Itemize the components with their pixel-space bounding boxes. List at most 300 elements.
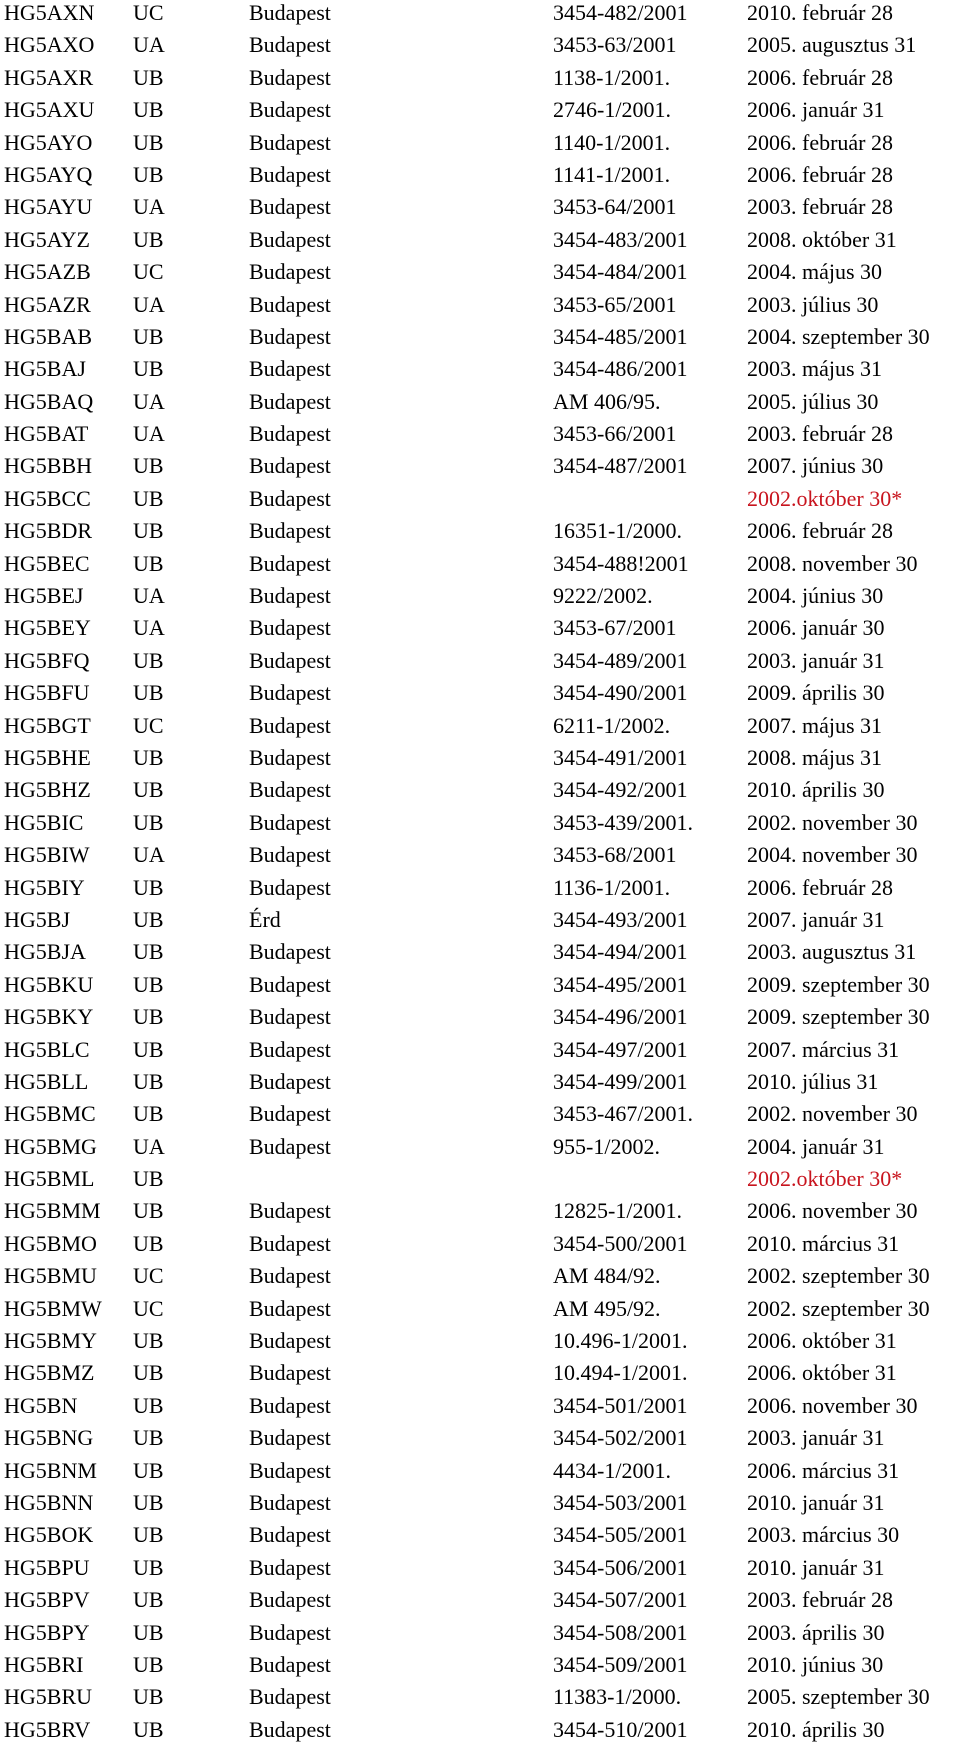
table-row	[0, 1263, 960, 1295]
license-class-cell: UB	[133, 1716, 164, 1742]
reference-number-cell: 3453-66/2001	[553, 421, 677, 447]
reference-number-cell: 3454-506/2001	[553, 1554, 688, 1580]
callsign-cell: HG5BFU	[4, 680, 90, 706]
expiry-date-cell: 2005. július 30	[747, 388, 879, 414]
callsign-cell: HG5BHZ	[4, 777, 91, 803]
callsign-cell: HG5BNN	[4, 1489, 94, 1515]
callsign-cell: HG5AXU	[4, 97, 95, 123]
city-cell: Budapest	[249, 64, 331, 90]
reference-number-cell: 3454-488!2001	[553, 550, 689, 576]
callsign-cell: HG5BJA	[4, 939, 86, 965]
city-cell: Budapest	[249, 777, 331, 803]
license-class-cell: UC	[133, 259, 164, 285]
callsign-cell: HG5BKY	[4, 1004, 94, 1030]
reference-number-cell: AM 495/92.	[553, 1295, 661, 1321]
city-cell: Budapest	[249, 323, 331, 349]
reference-number-cell: 3454-483/2001	[553, 226, 688, 252]
callsign-cell: HG5AXO	[4, 32, 95, 58]
expiry-date-cell: 2006. október 31	[747, 1328, 897, 1354]
city-cell: Budapest	[249, 1004, 331, 1030]
callsign-cell: HG5BPU	[4, 1554, 90, 1580]
table-row	[0, 486, 960, 518]
license-class-cell: UB	[133, 1489, 164, 1515]
reference-number-cell: 11383-1/2000.	[553, 1684, 682, 1710]
city-cell: Budapest	[249, 1068, 331, 1094]
callsign-cell: HG5AYU	[4, 194, 93, 220]
reference-number-cell: 3454-489/2001	[553, 647, 688, 673]
expiry-date-cell: 2006. február 28	[747, 874, 894, 900]
table-row	[0, 356, 960, 388]
table-row	[0, 1490, 960, 1522]
callsign-cell: HG5BNM	[4, 1457, 97, 1483]
license-class-cell: UA	[133, 615, 165, 641]
callsign-cell: HG5BPY	[4, 1619, 90, 1645]
license-class-cell: UB	[133, 1068, 164, 1094]
license-class-cell: UB	[133, 906, 164, 932]
city-cell: Budapest	[249, 97, 331, 123]
license-class-cell: UA	[133, 1133, 165, 1159]
city-cell: Budapest	[249, 1522, 331, 1548]
reference-number-cell: AM 484/92.	[553, 1263, 661, 1289]
callsign-cell: HG5BDR	[4, 518, 93, 544]
expiry-date-cell: 2008. május 31	[747, 744, 883, 770]
table-row	[0, 194, 960, 226]
expiry-date-cell: 2003. február 28	[747, 1587, 894, 1613]
table-row	[0, 130, 960, 162]
expiry-date-cell: 2006. február 28	[747, 161, 894, 187]
expiry-date-cell: 2002. szeptember 30	[747, 1263, 930, 1289]
license-class-cell: UB	[133, 356, 164, 382]
reference-number-cell: 3453-64/2001	[553, 194, 677, 220]
license-class-cell: UB	[133, 1425, 164, 1451]
table-row	[0, 0, 960, 32]
table-row	[0, 907, 960, 939]
reference-number-cell: AM 406/95.	[553, 388, 661, 414]
table-row	[0, 777, 960, 809]
city-cell: Budapest	[249, 129, 331, 155]
expiry-date-cell: 2006. november 30	[747, 1392, 918, 1418]
city-cell: Budapest	[249, 939, 331, 965]
reference-number-cell: 3454-496/2001	[553, 1004, 688, 1030]
reference-number-cell: 1140-1/2001.	[553, 129, 671, 155]
license-class-cell: UB	[133, 1328, 164, 1354]
license-class-cell: UA	[133, 291, 165, 317]
license-class-cell: UB	[133, 1166, 164, 1192]
city-cell: Budapest	[249, 550, 331, 576]
license-class-cell: UB	[133, 1457, 164, 1483]
callsign-cell: HG5BML	[4, 1166, 95, 1192]
license-class-cell: UB	[133, 1651, 164, 1677]
expiry-date-cell: 2002. november 30	[747, 1101, 918, 1127]
reference-number-cell: 1138-1/2001.	[553, 64, 671, 90]
callsign-cell: HG5BOK	[4, 1522, 94, 1548]
expiry-date-cell: 2006. január 30	[747, 615, 885, 641]
table-row	[0, 292, 960, 324]
license-class-cell: UA	[133, 421, 165, 447]
reference-number-cell: 3454-505/2001	[553, 1522, 688, 1548]
expiry-date-cell: 2004. január 31	[747, 1133, 885, 1159]
table-row	[0, 1231, 960, 1263]
expiry-date-cell: 2007. január 31	[747, 906, 885, 932]
callsign-cell: HG5BIC	[4, 809, 84, 835]
expiry-date-cell: 2009. szeptember 30	[747, 1004, 930, 1030]
city-cell: Budapest	[249, 1328, 331, 1354]
callsign-cell: HG5AYZ	[4, 226, 90, 252]
reference-number-cell: 12825-1/2001.	[553, 1198, 682, 1224]
expiry-date-cell: 2003. augusztus 31	[747, 939, 917, 965]
reference-number-cell: 3453-467/2001.	[553, 1101, 693, 1127]
license-class-cell: UB	[133, 971, 164, 997]
expiry-date-cell: 2004. június 30	[747, 583, 884, 609]
reference-number-cell: 3454-491/2001	[553, 744, 688, 770]
table-row	[0, 1328, 960, 1360]
table-row	[0, 615, 960, 647]
reference-number-cell: 10.496-1/2001.	[553, 1328, 688, 1354]
license-class-cell: UB	[133, 1101, 164, 1127]
city-cell: Budapest	[249, 583, 331, 609]
expiry-date-cell: 2002.október 30*	[747, 485, 903, 511]
city-cell: Budapest	[249, 1457, 331, 1483]
city-cell: Budapest	[249, 1489, 331, 1515]
reference-number-cell: 3454-509/2001	[553, 1651, 688, 1677]
license-class-cell: UB	[133, 518, 164, 544]
callsign-cell: HG5BAQ	[4, 388, 94, 414]
reference-number-cell: 3454-484/2001	[553, 259, 688, 285]
callsign-cell: HG5BPV	[4, 1587, 90, 1613]
reference-number-cell: 3454-499/2001	[553, 1068, 688, 1094]
callsign-cell: HG5BMM	[4, 1198, 101, 1224]
reference-number-cell: 16351-1/2000.	[553, 518, 682, 544]
expiry-date-cell: 2003. február 28	[747, 421, 894, 447]
table-row	[0, 745, 960, 777]
license-class-cell: UB	[133, 1522, 164, 1548]
license-class-cell: UA	[133, 583, 165, 609]
city-cell: Budapest	[249, 1587, 331, 1613]
callsign-cell: HG5BMW	[4, 1295, 102, 1321]
callsign-cell: HG5BCC	[4, 485, 91, 511]
callsign-cell: HG5BRI	[4, 1651, 84, 1677]
license-class-cell: UB	[133, 1004, 164, 1030]
city-cell: Budapest	[249, 32, 331, 58]
expiry-date-cell: 2006. február 28	[747, 518, 894, 544]
expiry-date-cell: 2010. június 30	[747, 1651, 884, 1677]
reference-number-cell: 3453-68/2001	[553, 842, 677, 868]
city-cell: Budapest	[249, 647, 331, 673]
expiry-date-cell: 2003. február 28	[747, 194, 894, 220]
license-class-cell: UB	[133, 744, 164, 770]
license-class-cell: UB	[133, 1587, 164, 1613]
expiry-date-cell: 2008. november 30	[747, 550, 918, 576]
table-row	[0, 1393, 960, 1425]
table-row	[0, 1069, 960, 1101]
city-cell: Budapest	[249, 291, 331, 317]
expiry-date-cell: 2002. november 30	[747, 809, 918, 835]
reference-number-cell: 3454-500/2001	[553, 1230, 688, 1256]
city-cell: Budapest	[249, 1263, 331, 1289]
table-row	[0, 680, 960, 712]
table-row	[0, 32, 960, 64]
table-row	[0, 421, 960, 453]
table-row	[0, 518, 960, 550]
callsign-cell: HG5BMZ	[4, 1360, 95, 1386]
reference-number-cell: 3454-503/2001	[553, 1489, 688, 1515]
license-class-cell: UC	[133, 1263, 164, 1289]
expiry-date-cell: 2010. április 30	[747, 777, 885, 803]
table-row	[0, 842, 960, 874]
city-cell: Budapest	[249, 874, 331, 900]
callsign-cell: HG5AZR	[4, 291, 91, 317]
city-cell: Budapest	[249, 1295, 331, 1321]
license-class-cell: UB	[133, 323, 164, 349]
city-cell: Budapest	[249, 1425, 331, 1451]
city-cell: Budapest	[249, 809, 331, 835]
expiry-date-cell: 2009. április 30	[747, 680, 885, 706]
license-class-cell: UA	[133, 194, 165, 220]
callsign-cell: HG5BEJ	[4, 583, 84, 609]
city-cell: Budapest	[249, 1198, 331, 1224]
city-cell: Budapest	[249, 744, 331, 770]
city-cell: Budapest	[249, 161, 331, 187]
license-class-cell: UB	[133, 1230, 164, 1256]
table-row	[0, 1296, 960, 1328]
callsign-cell: HG5AXN	[4, 0, 95, 25]
table-row	[0, 1522, 960, 1554]
expiry-date-cell: 2010. február 28	[747, 0, 894, 25]
reference-number-cell: 3454-487/2001	[553, 453, 688, 479]
expiry-date-cell: 2004. november 30	[747, 842, 918, 868]
table-row	[0, 97, 960, 129]
reference-number-cell: 3453-65/2001	[553, 291, 677, 317]
license-class-cell: UB	[133, 680, 164, 706]
license-class-cell: UB	[133, 874, 164, 900]
expiry-date-cell: 2010. január 31	[747, 1489, 885, 1515]
city-cell: Budapest	[249, 1716, 331, 1742]
callsign-cell: HG5AXR	[4, 64, 94, 90]
license-class-cell: UB	[133, 1036, 164, 1062]
reference-number-cell: 3454-508/2001	[553, 1619, 688, 1645]
expiry-date-cell: 2008. október 31	[747, 226, 897, 252]
expiry-date-cell: 2006. január 31	[747, 97, 885, 123]
city-cell: Budapest	[249, 421, 331, 447]
expiry-date-cell: 2010. július 31	[747, 1068, 879, 1094]
city-cell: Budapest	[249, 1554, 331, 1580]
reference-number-cell: 9222/2002.	[553, 583, 653, 609]
city-cell: Budapest	[249, 842, 331, 868]
callsign-cell: HG5BFQ	[4, 647, 90, 673]
table-row	[0, 162, 960, 194]
callsign-cell: HG5BLC	[4, 1036, 90, 1062]
reference-number-cell: 3454-482/2001	[553, 0, 688, 25]
callsign-cell: HG5BEC	[4, 550, 90, 576]
reference-number-cell: 10.494-1/2001.	[553, 1360, 688, 1386]
reference-number-cell: 3454-486/2001	[553, 356, 688, 382]
city-cell: Budapest	[249, 680, 331, 706]
reference-number-cell: 3454-507/2001	[553, 1587, 688, 1613]
callsign-cell: HG5BAB	[4, 323, 93, 349]
expiry-date-cell: 2002. szeptember 30	[747, 1295, 930, 1321]
callsign-cell: HG5BMG	[4, 1133, 97, 1159]
license-class-cell: UB	[133, 1360, 164, 1386]
license-class-cell: UB	[133, 97, 164, 123]
license-class-cell: UA	[133, 388, 165, 414]
expiry-date-cell: 2006. február 28	[747, 129, 894, 155]
city-cell: Budapest	[249, 1230, 331, 1256]
license-class-cell: UB	[133, 1392, 164, 1418]
table-row	[0, 1684, 960, 1716]
city-cell: Budapest	[249, 712, 331, 738]
expiry-date-cell: 2003. március 30	[747, 1522, 900, 1548]
table-row	[0, 972, 960, 1004]
expiry-date-cell: 2009. szeptember 30	[747, 971, 930, 997]
reference-number-cell: 955-1/2002.	[553, 1133, 660, 1159]
callsign-cell: HG5BRU	[4, 1684, 93, 1710]
callsign-cell: HG5BKU	[4, 971, 94, 997]
callsign-cell: HG5AZB	[4, 259, 91, 285]
city-cell: Budapest	[249, 1036, 331, 1062]
reference-number-cell: 3453-439/2001.	[553, 809, 693, 835]
table-row	[0, 1166, 960, 1198]
table-row	[0, 713, 960, 745]
city-cell: Budapest	[249, 1101, 331, 1127]
table-row	[0, 1425, 960, 1457]
expiry-date-cell: 2006. március 31	[747, 1457, 900, 1483]
table-row	[0, 324, 960, 356]
callsign-cell: HG5BIY	[4, 874, 85, 900]
city-cell: Budapest	[249, 453, 331, 479]
reference-number-cell: 3454-495/2001	[553, 971, 688, 997]
callsign-cell: HG5BJ	[4, 906, 71, 932]
table-row	[0, 1360, 960, 1392]
table-row	[0, 1555, 960, 1587]
city-cell: Budapest	[249, 0, 331, 25]
license-class-cell: UB	[133, 129, 164, 155]
expiry-date-cell: 2003. július 30	[747, 291, 879, 317]
callsign-cell: HG5BN	[4, 1392, 78, 1418]
expiry-date-cell: 2004. szeptember 30	[747, 323, 930, 349]
license-class-cell: UC	[133, 1295, 164, 1321]
table-row	[0, 389, 960, 421]
callsign-cell: HG5BAT	[4, 421, 89, 447]
callsign-cell: HG5BMC	[4, 1101, 96, 1127]
expiry-date-cell: 2006. február 28	[747, 64, 894, 90]
callsign-cell: HG5BEY	[4, 615, 91, 641]
license-class-cell: UB	[133, 939, 164, 965]
city-cell: Budapest	[249, 518, 331, 544]
city-cell: Budapest	[249, 485, 331, 511]
expiry-date-cell: 2006. november 30	[747, 1198, 918, 1224]
reference-number-cell: 3454-490/2001	[553, 680, 688, 706]
table-row	[0, 810, 960, 842]
table-row	[0, 1620, 960, 1652]
city-cell: Budapest	[249, 226, 331, 252]
reference-number-cell: 3453-63/2001	[553, 32, 677, 58]
reference-number-cell: 3454-492/2001	[553, 777, 688, 803]
table-row	[0, 65, 960, 97]
table-row	[0, 1717, 960, 1749]
table-row	[0, 583, 960, 615]
expiry-date-cell: 2007. május 31	[747, 712, 883, 738]
table-row	[0, 259, 960, 291]
license-class-cell: UB	[133, 161, 164, 187]
license-class-cell: UB	[133, 64, 164, 90]
city-cell: Budapest	[249, 194, 331, 220]
license-class-cell: UB	[133, 550, 164, 576]
callsign-cell: HG5BMU	[4, 1263, 97, 1289]
reference-number-cell: 2746-1/2001.	[553, 97, 671, 123]
expiry-date-cell: 2003. április 30	[747, 1619, 885, 1645]
city-cell: Budapest	[249, 388, 331, 414]
table-row	[0, 1101, 960, 1133]
callsign-cell: HG5AYO	[4, 129, 93, 155]
reference-number-cell: 3454-485/2001	[553, 323, 688, 349]
city-cell: Budapest	[249, 615, 331, 641]
reference-number-cell: 3454-510/2001	[553, 1716, 688, 1742]
expiry-date-cell: 2002.október 30*	[747, 1166, 903, 1192]
expiry-date-cell: 2007. június 30	[747, 453, 884, 479]
callsign-cell: HG5BBH	[4, 453, 93, 479]
reference-number-cell: 1136-1/2001.	[553, 874, 671, 900]
reference-number-cell: 6211-1/2002.	[553, 712, 671, 738]
license-class-cell: UB	[133, 453, 164, 479]
city-cell: Érd	[249, 906, 281, 932]
expiry-date-cell: 2003. május 31	[747, 356, 883, 382]
callsign-cell: HG5BMY	[4, 1328, 97, 1354]
city-cell: Budapest	[249, 1651, 331, 1677]
license-class-cell: UA	[133, 842, 165, 868]
reference-number-cell: 3454-494/2001	[553, 939, 688, 965]
license-class-cell: UC	[133, 0, 164, 25]
table-row	[0, 1134, 960, 1166]
license-class-cell: UA	[133, 32, 165, 58]
callsign-cell: HG5BIW	[4, 842, 90, 868]
reference-number-cell: 4434-1/2001.	[553, 1457, 671, 1483]
reference-number-cell: 1141-1/2001.	[553, 161, 671, 187]
callsign-cell: HG5BLL	[4, 1068, 89, 1094]
license-class-cell: UB	[133, 226, 164, 252]
table-row	[0, 875, 960, 907]
callsign-cell: HG5AYQ	[4, 161, 93, 187]
table-row	[0, 227, 960, 259]
expiry-date-cell: 2003. január 31	[747, 1425, 885, 1451]
license-class-cell: UB	[133, 485, 164, 511]
reference-number-cell: 3454-502/2001	[553, 1425, 688, 1451]
callsign-cell: HG5BNG	[4, 1425, 94, 1451]
expiry-date-cell: 2005. szeptember 30	[747, 1684, 930, 1710]
table-row	[0, 1587, 960, 1619]
license-class-cell: UB	[133, 1198, 164, 1224]
expiry-date-cell: 2004. május 30	[747, 259, 883, 285]
table-row	[0, 453, 960, 485]
table-row	[0, 1004, 960, 1036]
city-cell: Budapest	[249, 1392, 331, 1418]
table-row	[0, 1198, 960, 1230]
reference-number-cell: 3453-67/2001	[553, 615, 677, 641]
callsign-cell: HG5BGT	[4, 712, 91, 738]
expiry-date-cell: 2007. március 31	[747, 1036, 900, 1062]
callsign-cell: HG5BAJ	[4, 356, 86, 382]
city-cell: Budapest	[249, 1133, 331, 1159]
license-class-cell: UB	[133, 809, 164, 835]
reference-number-cell: 3454-501/2001	[553, 1392, 688, 1418]
callsign-cell: HG5BRV	[4, 1716, 91, 1742]
expiry-date-cell: 2010. január 31	[747, 1554, 885, 1580]
reference-number-cell: 3454-497/2001	[553, 1036, 688, 1062]
license-class-cell: UC	[133, 712, 164, 738]
city-cell: Budapest	[249, 259, 331, 285]
table-row	[0, 939, 960, 971]
city-cell: Budapest	[249, 1360, 331, 1386]
table-row	[0, 1037, 960, 1069]
